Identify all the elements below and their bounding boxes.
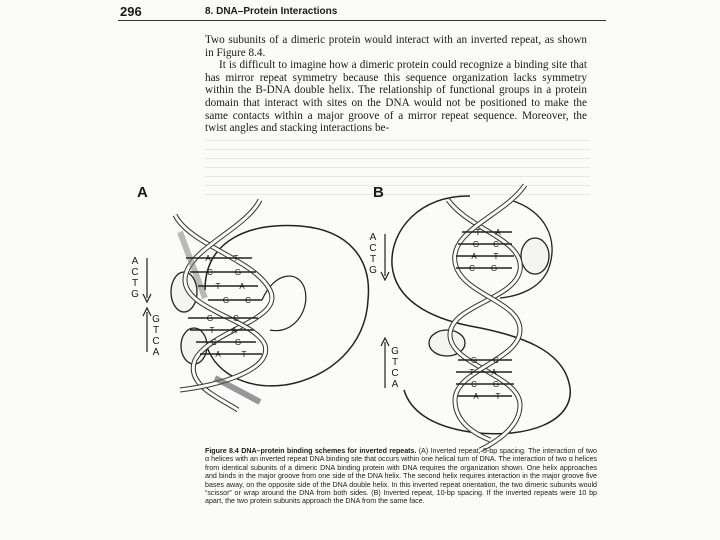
panel-b-bp-4-right: G (490, 264, 498, 273)
panel-b-seq-top-4: G (369, 265, 377, 276)
panel-a-seq-top-3: T (131, 278, 139, 289)
panel-b-seq-top-2: C (369, 243, 377, 254)
panel-b-sequence-bottom (389, 346, 401, 390)
panel-b-bp-7-left: C (471, 380, 477, 389)
panel-b-helix-cylinder-1 (521, 238, 549, 274)
panel-b-bp-5-left: G (470, 356, 478, 365)
panel-a-bp-2-right: G (234, 268, 242, 277)
panel-b-bp-4-left: C (469, 264, 475, 273)
panel-b-bp-3-left: A (471, 252, 477, 261)
panel-b-seq-bottom-3: C (391, 368, 399, 379)
panel-a-bp-1-left: A (205, 254, 211, 263)
panel-b-bp-6-right: A (491, 368, 497, 377)
panel-b-bp-5-right: C (493, 356, 499, 365)
panel-a-seq-bottom-4: A (152, 347, 160, 358)
panel-b-bp-3-right: T (493, 252, 499, 261)
chapter-title: 8. DNA–Protein Interactions (205, 6, 338, 17)
caption-text-a: (A) Inverted repeat, 5-bp spacing. The interaction of two α helices with an inverted repeat DNA binding site that occurs within one helical turn of DNA. The interaction of two α helices from identical subunits of a dimeric DNA binding protein with DNA requires the organization shown. One helix approaches and binds in the major groove from one side of the DNA helix. The second helix requires interaction in the major groove five bases away, on the opposite side of the DNA double helix. In this inverted repeat orientation, the two dimeric subunits would “scissor” or wrap around the DNA from both sides. (205, 447, 597, 498)
panel-b-bp-8-left: A (473, 392, 479, 401)
panel-a-bp-3-right: A (239, 282, 245, 291)
panel-a-bp-8-right: T (241, 350, 247, 359)
panel-b-seq-bottom-4: A (391, 379, 399, 390)
panel-a-bp-7-right: G (234, 338, 242, 347)
page-number: 296 (120, 4, 142, 19)
panel-b-bp-7-right: G (492, 380, 500, 389)
panel-a-sequence-top (129, 256, 141, 300)
panel-a-bp-4-right: C (245, 296, 251, 305)
panel-a-bp-6-left: T (209, 326, 215, 335)
panel-a-protein-loop (205, 225, 368, 385)
panel-a-bp-1-right: T (233, 254, 239, 263)
panel-b-label: B (373, 184, 384, 201)
panel-a-seq-top-4: G (131, 289, 139, 300)
panel-a-seq-bottom-3: C (152, 336, 160, 347)
panel-a-bp-6-right: A (231, 326, 237, 335)
panel-b-bp-6-left: T (469, 368, 475, 377)
panel-b-bp-1-left: T (475, 228, 481, 237)
panel-a-bp-8-left: A (215, 350, 221, 359)
panel-b-seq-bottom-1: G (391, 346, 399, 357)
panel-a-bp-5-left: G (206, 314, 214, 323)
panel-b-bp-2-right: C (493, 240, 499, 249)
panel-a-seq-bottom-1: G (152, 314, 160, 325)
panel-a-seq-top-2: C (131, 267, 139, 278)
panel-a-drawing (143, 200, 368, 410)
panel-a-bp-5-right: C (233, 314, 239, 323)
panel-a-seq-bottom-2: T (152, 325, 160, 336)
caption-text-b: (B) Inverted repeat, 10-bp spacing. If the inverted repeats were 10 bp apart, the two protein subunits approach the DNA from the same face. (205, 489, 597, 506)
panel-b-bp-8-right: T (495, 392, 501, 401)
panel-a-bp-7-left: C (211, 338, 217, 347)
panel-a-seq-top-1: A (131, 256, 139, 267)
panel-b-sequence-top (367, 232, 379, 276)
figure-caption (205, 447, 597, 506)
panel-b-seq-bottom-2: T (391, 357, 399, 368)
panel-b-seq-top-1: A (369, 232, 377, 243)
panel-b-bp-2-left: G (472, 240, 480, 249)
panel-a-sequence-bottom (150, 314, 162, 358)
panel-a-bp-2-left: C (207, 268, 213, 277)
panel-a-bp-4-left: G (222, 296, 230, 305)
panel-a-bp-3-left: T (215, 282, 221, 291)
caption-title: DNA–protein binding schemes for inverted repeats. (241, 447, 417, 455)
paragraph-2: It is difficult to imagine how a dimeric protein could recognize a binding site that has mirror repeat symmetry because this sequence organization lacks symmetry within the B-DNA double helix. The relationship of functional groups in a protein domain that interact with sites on the DNA would not be positioned to make the same contacts within a major groove of a mirror repeat sequence. Moreover, the twist angles and stacking interactions be- (205, 59, 587, 135)
paragraph-1: Two subunits of a dimeric protein would interact with an inverted repeat, as shown in Figure 8.4. (205, 34, 587, 59)
caption-figure-id: Figure 8.4 (205, 447, 239, 455)
panel-b-seq-top-3: T (369, 254, 377, 265)
panel-b-drawing (381, 185, 570, 450)
panel-b-bp-1-right: A (495, 228, 501, 237)
panel-a-label: A (137, 184, 148, 201)
